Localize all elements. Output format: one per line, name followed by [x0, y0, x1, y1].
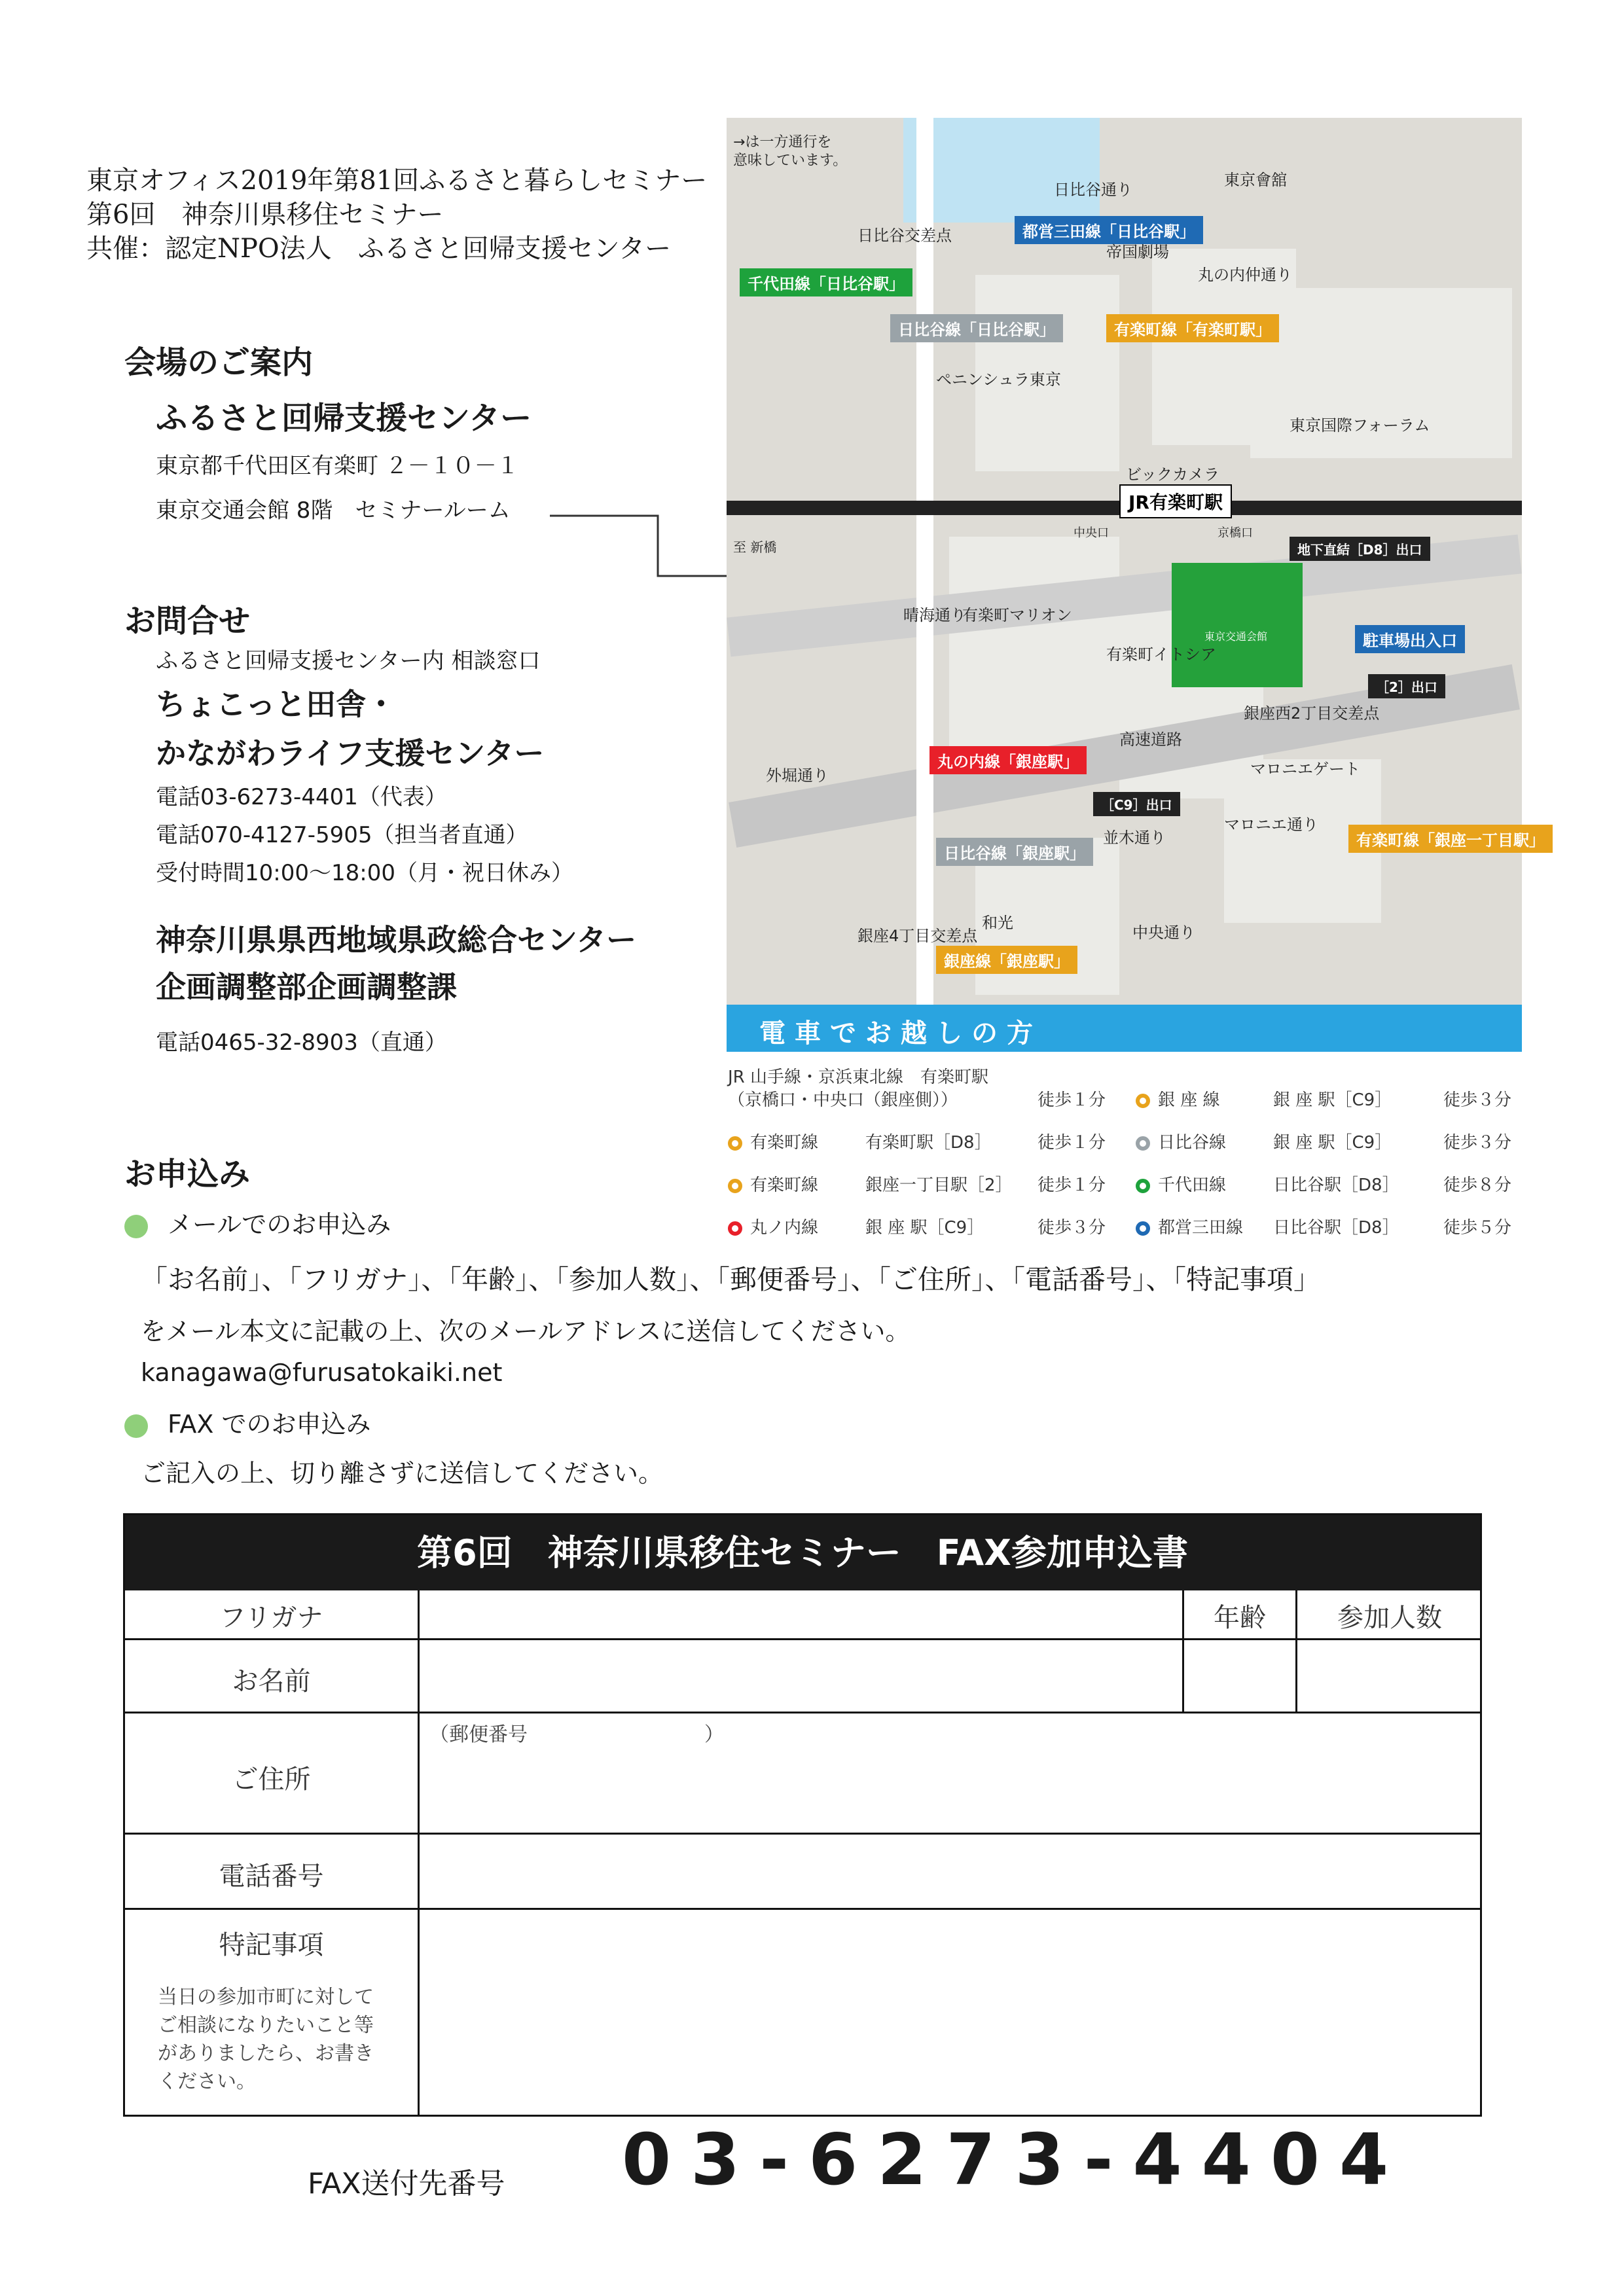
notes-label: 特記事項: [219, 1930, 324, 1960]
postal-hint: （郵便番号 ）: [429, 1723, 724, 1746]
map-hibiya-dori: 日比谷通り: [1054, 181, 1132, 199]
fax-label: FAX送付先番号: [308, 2167, 505, 2200]
map-bic: ビックカメラ: [1126, 465, 1220, 484]
map-marion: 有楽町マリオン: [962, 606, 1072, 624]
access-left-time-1: 徒歩１分: [1038, 1133, 1106, 1153]
bullet-icon: [124, 1414, 148, 1438]
map-marronnier-dori: マロニエ通り: [1224, 816, 1318, 834]
map-harumi: 晴海通り: [903, 606, 966, 624]
access-left-station-1: 有楽町駅［D8］: [865, 1133, 992, 1153]
phone-label: 電話番号: [219, 1861, 324, 1892]
header-line-2: 第6回 神奈川県移住セミナー: [86, 200, 444, 230]
notes-field[interactable]: [420, 1910, 1482, 2117]
contact-org-4: 企画調整部企画調整課: [156, 969, 457, 1005]
map-hibiya-crossing: 日比谷交差点: [857, 226, 952, 245]
line-circle-icon: [1136, 1221, 1150, 1236]
map-marronnier: マロニエゲート: [1250, 760, 1360, 778]
access-right-row-1: 銀 座 線: [1136, 1086, 1220, 1111]
access-left-station-2: 銀座一丁目駅［2］: [865, 1175, 1013, 1195]
line-circle-icon: [728, 1221, 742, 1236]
access-left-station-3: 銀 座 駅［C9］: [865, 1218, 984, 1238]
access-right-station-1: 銀 座 駅［C9］: [1273, 1090, 1392, 1110]
contact-org-3: 神奈川県県西地域県政総合センター: [156, 922, 637, 958]
kotsu-kaikan-block: [1172, 563, 1303, 687]
venue-name: ふるさと回帰支援センター: [156, 400, 532, 437]
name-label: お名前: [232, 1666, 311, 1696]
address-label: ご住所: [232, 1765, 311, 1795]
map-kotsu-kaikan: 東京交通会館: [1204, 630, 1268, 643]
fax-number: 03-6273-4404: [622, 2119, 1409, 2201]
venue-pointer-line: [550, 511, 733, 583]
contact-heading: お問合せ: [124, 603, 251, 639]
contact-org-2: かながわライフ支援センター: [156, 736, 545, 771]
map-exit-2: ［2］出口: [1368, 674, 1445, 698]
phone-field[interactable]: [420, 1835, 1482, 1908]
map-hibiya-line: 日比谷線「日比谷駅」: [890, 314, 1063, 342]
map-note-1: →は一方通行を: [733, 134, 832, 151]
access-left-row-2: 有楽町線: [728, 1172, 818, 1196]
line-circle-icon: [728, 1136, 742, 1151]
map-to-shimbashi: 至 新橋: [733, 539, 777, 555]
contact-tel-3: 電話0465-32-8903（直通）: [156, 1030, 447, 1056]
access-right-station-4: 日比谷駅［D8］: [1273, 1218, 1399, 1238]
map-ginza4: 銀座4丁目交差点: [857, 927, 978, 945]
mail-text-2: をメール本文に記載の上、次のメールアドレスに送信してください。: [141, 1317, 911, 1346]
access-left-row-3: 丸ノ内線: [728, 1214, 818, 1238]
access-heading-bar: [727, 1005, 1522, 1052]
map-note-2: 意味しています。: [733, 152, 848, 169]
map-forum: 東京国際フォーラム: [1290, 416, 1430, 435]
contact-sub: ふるさと回帰支援センター内 相談窓口: [156, 648, 541, 674]
venue-address: 東京都千代田区有楽町 ２－１０－１: [156, 453, 519, 479]
access-left-time-2: 徒歩１分: [1038, 1175, 1106, 1195]
map-yurakucho-line: 有楽町線「有楽町駅」: [1106, 314, 1279, 342]
name-field[interactable]: [420, 1640, 1180, 1712]
access-right-row-2: 日比谷線: [1136, 1129, 1226, 1153]
furigana-label: フリガナ: [219, 1603, 323, 1633]
map-tokyo-kaikan: 東京會舘: [1224, 171, 1287, 189]
apply-heading: お申込み: [124, 1156, 251, 1193]
map-peninsula: ペニンシュラ東京: [936, 370, 1061, 389]
contact-org-1: ちょこっと田舎・: [156, 687, 397, 722]
map-expressway: 高速道路: [1119, 730, 1182, 749]
map-ginza-line: 銀座線「銀座駅」: [936, 946, 1077, 974]
map-marunouchi-naka: 丸の内仲通り: [1198, 266, 1292, 284]
map-c9-exit: ［C9］出口: [1093, 792, 1180, 816]
map-parking: 駐車場出入口: [1355, 625, 1465, 653]
map-mita-line: 都営三田線「日比谷駅」: [1015, 216, 1203, 244]
venue-building: 東京交通会館 8階 セミナールーム: [156, 497, 511, 524]
map-to-tokyo: 至 東京: [1466, 500, 1510, 516]
access-right-time-3: 徒歩８分: [1443, 1175, 1512, 1195]
email-link[interactable]: kanagawa@furusatokaiki.net: [141, 1358, 503, 1387]
fax-application-form: [123, 1513, 1482, 2117]
map-wako: 和光: [982, 914, 1013, 932]
map-chuo-dori: 中央通り: [1132, 924, 1195, 942]
line-circle-icon: [1136, 1094, 1150, 1108]
access-left-time-3: 徒歩３分: [1038, 1218, 1106, 1238]
age-label: 年齢: [1214, 1603, 1266, 1633]
participants-field[interactable]: [1297, 1640, 1482, 1712]
access-right-row-4: 都営三田線: [1136, 1214, 1243, 1238]
map-sotobori: 外堀通り: [766, 766, 829, 785]
access-right-time-4: 徒歩５分: [1443, 1218, 1512, 1238]
contact-tel-1: 電話03-6273-4401（代表）: [156, 784, 447, 810]
access-jr-line-1: JR 山手線・京浜東北線 有楽町駅: [728, 1067, 988, 1087]
header-line-3: 共催：認定NPO法人 ふるさと回帰支援センター: [86, 234, 672, 264]
map-namiki: 並木通り: [1103, 829, 1166, 847]
line-circle-icon: [1136, 1179, 1150, 1193]
map-itocia: 有楽町イトシア: [1106, 645, 1216, 664]
map-marunouchi-line: 丸の内線「銀座駅」: [929, 746, 1087, 774]
participants-label: 参加人数: [1337, 1603, 1442, 1633]
map-chiyoda-line: 千代田線「日比谷駅」: [740, 268, 912, 296]
venue-heading: 会場のご案内: [124, 344, 314, 381]
notes-hint: 当日の参加市町に対してご相談になりたいこと等がありましたら、お書きください。: [158, 1986, 374, 2093]
access-jr-line-2: （京橋口・中央口（銀座側））: [728, 1090, 958, 1110]
age-field[interactable]: [1184, 1640, 1295, 1712]
map-chuo-exit: 中央口: [1074, 526, 1109, 540]
line-circle-icon: [1136, 1136, 1150, 1151]
access-right-station-2: 銀 座 駅［C9］: [1273, 1133, 1392, 1153]
access-right-station-3: 日比谷駅［D8］: [1273, 1175, 1399, 1195]
form-title: 第6回 神奈川県移住セミナー FAX参加申込書: [125, 1515, 1480, 1590]
furigana-field[interactable]: [420, 1592, 1180, 1638]
map-ginza-itchome: 有楽町線「銀座一丁目駅」: [1348, 825, 1553, 853]
mail-text-1: 「お名前」、「フリガナ」、「年齢」、「参加人数」、「郵便番号」、「ご住所」、「電話番号」、「特記事項」: [141, 1264, 1320, 1295]
bullet-icon: [124, 1215, 148, 1238]
mail-heading: メールでのお申込み: [124, 1204, 391, 1240]
contact-hours: 受付時間10:00～18:00（月・祝日休み）: [156, 860, 573, 886]
access-jr-time: 徒歩１分: [1038, 1090, 1106, 1110]
map-teigeki: 帝国劇場: [1106, 243, 1169, 261]
address-field[interactable]: [420, 1713, 1482, 1833]
map-hibiya-ginza: 日比谷線「銀座駅」: [936, 838, 1093, 866]
map-kyobashi-exit: 京橋口: [1218, 526, 1253, 540]
access-right-row-3: 千代田線: [1136, 1172, 1226, 1196]
header-line-1: 東京オフィス2019年第81回ふるさと暮らしセミナー: [86, 166, 708, 196]
access-left-row-1: 有楽町線: [728, 1129, 818, 1153]
map-jr-station: JR有楽町駅: [1119, 484, 1232, 518]
access-right-time-2: 徒歩３分: [1443, 1133, 1512, 1153]
map-ginza-nishi: 銀座西2丁目交差点: [1244, 704, 1380, 723]
fax-text: ご記入の上、切り離さずに送信してください。: [141, 1459, 664, 1488]
contact-tel-2: 電話070-4127-5905（担当者直通）: [156, 822, 528, 848]
map-underground-exit: 地下直結［D8］出口: [1290, 537, 1430, 561]
access-right-time-1: 徒歩３分: [1443, 1090, 1512, 1110]
fax-heading: FAX でのお申込み: [124, 1404, 370, 1440]
access-heading: 電車でお越しの方: [759, 1018, 1042, 1049]
access-map: [727, 118, 1545, 1008]
line-circle-icon: [728, 1179, 742, 1193]
